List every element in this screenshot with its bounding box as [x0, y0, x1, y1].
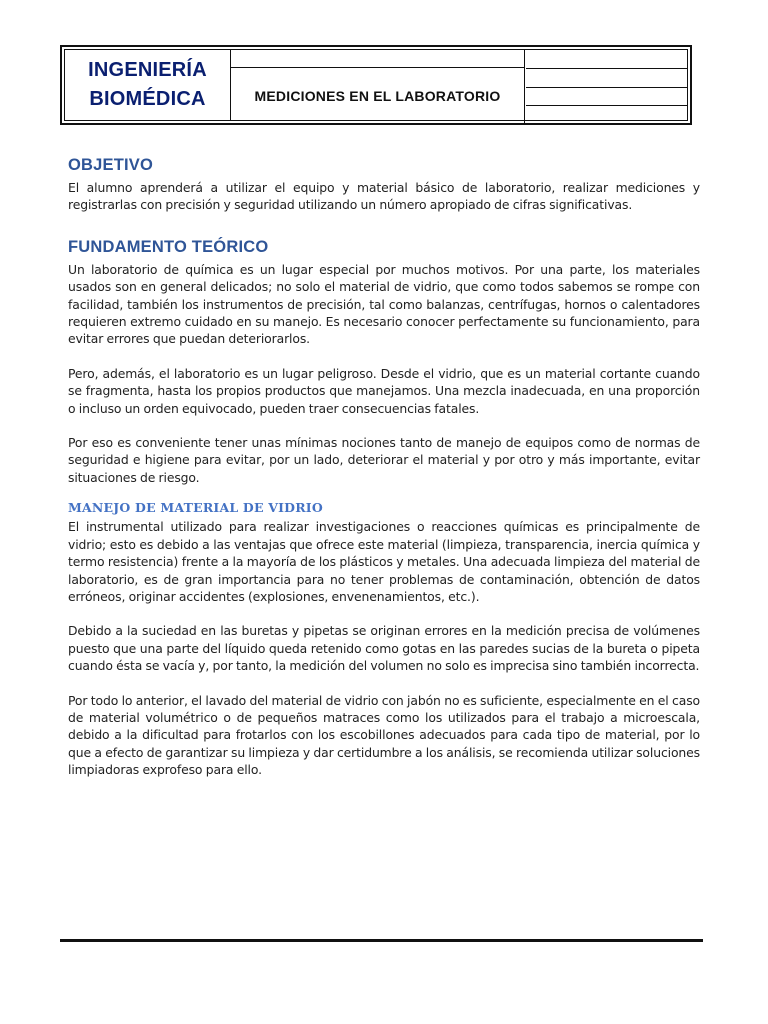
title-top-cell	[231, 50, 525, 68]
fundamento-heading: FUNDAMENTO TEÓRICO	[68, 237, 269, 256]
info-cell-3	[526, 88, 687, 106]
document-body	[68, 150, 700, 779]
objetivo-paragraph: El alumno aprenderá a utilizar el equipo y material básico de laboratorio, realizar mediciones y registrarlas con precisión y seguridad utilizando un número apropiado de cifras significativas.	[68, 180, 700, 213]
manejo-heading: MANEJO DE MATERIAL DE VIDRIO	[68, 500, 323, 516]
brand-line-1: INGENIERÍA	[88, 59, 207, 81]
info-cell-2	[526, 69, 687, 88]
title-cell	[231, 68, 525, 124]
header-frame	[64, 49, 688, 121]
objetivo-heading: OBJETIVO	[68, 156, 154, 174]
manejo-paragraph-3: Por todo lo anterior, el lavado del material de vidrio con jabón no es suficiente, especialmente en el caso de material volumétrico o de pequeños matraces como los utilizados para el trabajo a microescala, debido a la dificultad para frotarlos con los escobillones adecuados para cada tipo de material, por lo que a efecto de garantizar su limpieza y dar certidumbre a los análisis, se recomienda utilizar soluciones limpiadoras exprofeso para ello.	[68, 692, 700, 778]
info-cell-4	[526, 106, 687, 124]
document-header	[60, 45, 692, 125]
fundamento-paragraph-1: Un laboratorio de química es un lugar especial por muchos motivos. Por una parte, los materiales usados son en general delicados; no solo el material de vidrio, que como todos sabemos se rompe con facilidad, también los instrumentos de precisión, tal como balanzas, centrífugas, hornos o calentadores requieren extremo cuidado en su manejo. Es necesario conocer perfectamente su funcionamiento, para evitar errores que puedan deteriorarlos.	[68, 261, 700, 347]
fundamento-paragraph-3: Por eso es conveniente tener unas mínimas nociones tanto de manejo de equipos como de normas de seguridad e higiene para evitar, por un lado, deteriorar el material y por otro y más importante, evitar situaciones de riesgo.	[68, 435, 700, 485]
document-title: MEDICIONES EN EL LABORATORIO	[254, 88, 501, 104]
brand-cell	[65, 50, 231, 120]
fundamento-paragraph-2: Pero, además, el laboratorio es un lugar peligroso. Desde el vidrio, que es un material cortante cuando se fragmenta, hasta los propios productos que manejamos. Una mezcla inadecuada, en una proporción o incluso un orden equivocado, pueden traer consecuencias fatales.	[68, 365, 700, 416]
manejo-paragraph-1: El instrumental utilizado para realizar investigaciones o reacciones químicas es principalmente de vidrio; esto es debido a las ventajas que ofrece este material (limpieza, transparencia, inercia química y termo resistencia) frente a la mayoría de los plásticos y metales. Una adecuada limpieza del material de laboratorio, es de gran importancia para no tener problemas de contaminación, obtención de datos erróneos, originar accidentes (explosiones, envenenamientos, etc.).	[68, 519, 700, 604]
info-cell-1	[526, 50, 687, 69]
manejo-paragraph-2: Debido a la suciedad en las buretas y pipetas se originan errores en la medición precisa de volúmenes puesto que una parte del líquido queda retenido como gotas en las paredes sucias de la bureta o pipeta cuando ésta se vacía y, por tanto, la medición del volumen no solo es imprecisa sino también incorrecta.	[68, 623, 700, 674]
footer-rule	[60, 939, 703, 942]
header-info-cells	[526, 50, 687, 120]
brand-line-2: BIOMÉDICA	[89, 88, 206, 110]
